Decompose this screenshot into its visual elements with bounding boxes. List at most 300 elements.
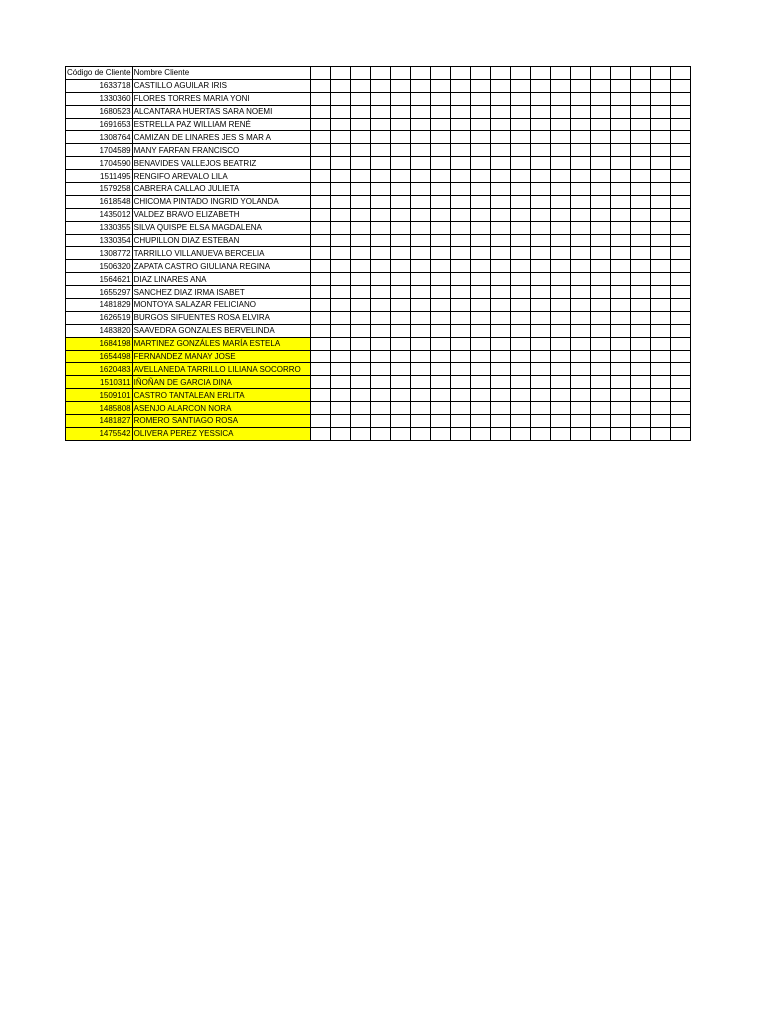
empty-cell[interactable]	[510, 247, 530, 260]
empty-cell[interactable]	[590, 170, 610, 183]
empty-cell[interactable]	[570, 131, 590, 144]
empty-cell[interactable]	[490, 131, 510, 144]
empty-cell[interactable]	[510, 118, 530, 131]
empty-cell[interactable]	[570, 415, 590, 428]
empty-cell[interactable]	[490, 286, 510, 299]
empty-cell[interactable]	[590, 157, 610, 170]
empty-cell[interactable]	[330, 157, 350, 170]
empty-cell[interactable]	[370, 67, 390, 80]
empty-cell[interactable]	[310, 402, 330, 415]
empty-cell[interactable]	[610, 157, 630, 170]
client-code-cell[interactable]: 1330354	[66, 234, 133, 247]
empty-cell[interactable]	[670, 376, 690, 389]
empty-cell[interactable]	[650, 427, 670, 440]
empty-cell[interactable]	[370, 183, 390, 196]
client-code-cell[interactable]: 1704590	[66, 157, 133, 170]
empty-cell[interactable]	[510, 389, 530, 402]
empty-cell[interactable]	[530, 324, 550, 337]
empty-cell[interactable]	[650, 131, 670, 144]
empty-cell[interactable]	[650, 183, 670, 196]
empty-cell[interactable]	[430, 286, 450, 299]
empty-cell[interactable]	[330, 234, 350, 247]
empty-cell[interactable]	[310, 363, 330, 376]
empty-cell[interactable]	[530, 157, 550, 170]
empty-cell[interactable]	[510, 157, 530, 170]
empty-cell[interactable]	[310, 67, 330, 80]
client-code-cell[interactable]: 1691653	[66, 118, 133, 131]
empty-cell[interactable]	[410, 311, 430, 324]
empty-cell[interactable]	[490, 105, 510, 118]
empty-cell[interactable]	[350, 260, 370, 273]
empty-cell[interactable]	[410, 260, 430, 273]
empty-cell[interactable]	[470, 144, 490, 157]
client-code-cell[interactable]: 1511495	[66, 170, 133, 183]
client-name-cell[interactable]: CAMIZAN DE LINARES JES S MAR A	[132, 131, 310, 144]
empty-cell[interactable]	[570, 427, 590, 440]
empty-cell[interactable]	[450, 311, 470, 324]
empty-cell[interactable]	[410, 273, 430, 286]
empty-cell[interactable]	[310, 376, 330, 389]
empty-cell[interactable]	[370, 260, 390, 273]
empty-cell[interactable]	[550, 389, 570, 402]
empty-cell[interactable]	[350, 273, 370, 286]
empty-cell[interactable]	[570, 337, 590, 350]
empty-cell[interactable]	[550, 427, 570, 440]
empty-cell[interactable]	[330, 67, 350, 80]
empty-cell[interactable]	[350, 208, 370, 221]
empty-cell[interactable]	[330, 286, 350, 299]
empty-cell[interactable]	[490, 350, 510, 363]
empty-cell[interactable]	[510, 273, 530, 286]
empty-cell[interactable]	[530, 376, 550, 389]
empty-cell[interactable]	[630, 118, 650, 131]
empty-cell[interactable]	[650, 105, 670, 118]
empty-cell[interactable]	[470, 208, 490, 221]
empty-cell[interactable]	[330, 376, 350, 389]
empty-cell[interactable]	[630, 273, 650, 286]
empty-cell[interactable]	[590, 195, 610, 208]
client-name-cell[interactable]: ROMERO SANTIAGO ROSA	[132, 415, 310, 428]
empty-cell[interactable]	[570, 389, 590, 402]
empty-cell[interactable]	[670, 170, 690, 183]
client-name-cell[interactable]: MONTOYA SALAZAR FELICIANO	[132, 299, 310, 312]
empty-cell[interactable]	[310, 195, 330, 208]
empty-cell[interactable]	[310, 234, 330, 247]
empty-cell[interactable]	[430, 389, 450, 402]
empty-cell[interactable]	[590, 92, 610, 105]
empty-cell[interactable]	[530, 415, 550, 428]
empty-cell[interactable]	[550, 144, 570, 157]
empty-cell[interactable]	[670, 389, 690, 402]
empty-cell[interactable]	[670, 234, 690, 247]
empty-cell[interactable]	[350, 286, 370, 299]
empty-cell[interactable]	[430, 79, 450, 92]
empty-cell[interactable]	[670, 67, 690, 80]
empty-cell[interactable]	[370, 337, 390, 350]
empty-cell[interactable]	[350, 363, 370, 376]
empty-cell[interactable]	[330, 79, 350, 92]
empty-cell[interactable]	[470, 311, 490, 324]
client-name-cell[interactable]: CABRERA CALLAO JULIETA	[132, 183, 310, 196]
empty-cell[interactable]	[570, 260, 590, 273]
empty-cell[interactable]	[650, 157, 670, 170]
empty-cell[interactable]	[390, 208, 410, 221]
empty-cell[interactable]	[450, 363, 470, 376]
empty-cell[interactable]	[570, 376, 590, 389]
empty-cell[interactable]	[650, 286, 670, 299]
empty-cell[interactable]	[390, 131, 410, 144]
empty-cell[interactable]	[530, 79, 550, 92]
empty-cell[interactable]	[630, 337, 650, 350]
empty-cell[interactable]	[410, 376, 430, 389]
empty-cell[interactable]	[490, 389, 510, 402]
empty-cell[interactable]	[430, 337, 450, 350]
client-code-cell[interactable]: 1506320	[66, 260, 133, 273]
empty-cell[interactable]	[530, 105, 550, 118]
empty-cell[interactable]	[630, 208, 650, 221]
client-code-cell[interactable]: 1330355	[66, 221, 133, 234]
empty-cell[interactable]	[310, 324, 330, 337]
empty-cell[interactable]	[390, 376, 410, 389]
empty-cell[interactable]	[310, 92, 330, 105]
empty-cell[interactable]	[370, 208, 390, 221]
empty-cell[interactable]	[610, 144, 630, 157]
empty-cell[interactable]	[630, 79, 650, 92]
empty-cell[interactable]	[350, 105, 370, 118]
empty-cell[interactable]	[650, 311, 670, 324]
empty-cell[interactable]	[630, 286, 650, 299]
empty-cell[interactable]	[330, 195, 350, 208]
empty-cell[interactable]	[450, 402, 470, 415]
empty-cell[interactable]	[470, 402, 490, 415]
empty-cell[interactable]	[410, 286, 430, 299]
empty-cell[interactable]	[490, 376, 510, 389]
client-name-cell[interactable]: ZAPATA CASTRO GIULIANA REGINA	[132, 260, 310, 273]
empty-cell[interactable]	[410, 144, 430, 157]
empty-cell[interactable]	[610, 118, 630, 131]
empty-cell[interactable]	[390, 273, 410, 286]
empty-cell[interactable]	[410, 363, 430, 376]
empty-cell[interactable]	[550, 67, 570, 80]
empty-cell[interactable]	[410, 350, 430, 363]
empty-cell[interactable]	[610, 79, 630, 92]
empty-cell[interactable]	[670, 247, 690, 260]
empty-cell[interactable]	[570, 273, 590, 286]
empty-cell[interactable]	[310, 157, 330, 170]
empty-cell[interactable]	[410, 427, 430, 440]
empty-cell[interactable]	[310, 415, 330, 428]
client-code-cell[interactable]: 1620483	[66, 363, 133, 376]
empty-cell[interactable]	[530, 260, 550, 273]
empty-cell[interactable]	[330, 363, 350, 376]
empty-cell[interactable]	[550, 415, 570, 428]
empty-cell[interactable]	[550, 299, 570, 312]
empty-cell[interactable]	[570, 311, 590, 324]
empty-cell[interactable]	[370, 376, 390, 389]
empty-cell[interactable]	[370, 415, 390, 428]
client-code-cell[interactable]: 1633718	[66, 79, 133, 92]
empty-cell[interactable]	[330, 260, 350, 273]
empty-cell[interactable]	[470, 299, 490, 312]
empty-cell[interactable]	[570, 195, 590, 208]
empty-cell[interactable]	[370, 131, 390, 144]
client-name-cell[interactable]: CASTRO TANTALEAN ERLITA	[132, 389, 310, 402]
empty-cell[interactable]	[590, 299, 610, 312]
empty-cell[interactable]	[510, 67, 530, 80]
empty-cell[interactable]	[330, 208, 350, 221]
client-code-cell[interactable]: 1485808	[66, 402, 133, 415]
empty-cell[interactable]	[350, 234, 370, 247]
empty-cell[interactable]	[570, 286, 590, 299]
empty-cell[interactable]	[330, 131, 350, 144]
empty-cell[interactable]	[370, 195, 390, 208]
empty-cell[interactable]	[430, 131, 450, 144]
empty-cell[interactable]	[350, 221, 370, 234]
empty-cell[interactable]	[610, 92, 630, 105]
client-name-cell[interactable]: CHICOMA PINTADO INGRID YOLANDA	[132, 195, 310, 208]
empty-cell[interactable]	[550, 92, 570, 105]
empty-cell[interactable]	[310, 286, 330, 299]
empty-cell[interactable]	[650, 415, 670, 428]
empty-cell[interactable]	[490, 157, 510, 170]
empty-cell[interactable]	[370, 118, 390, 131]
empty-cell[interactable]	[410, 337, 430, 350]
empty-cell[interactable]	[330, 299, 350, 312]
empty-cell[interactable]	[650, 247, 670, 260]
empty-cell[interactable]	[530, 363, 550, 376]
empty-cell[interactable]	[450, 208, 470, 221]
empty-cell[interactable]	[390, 299, 410, 312]
empty-cell[interactable]	[450, 389, 470, 402]
empty-cell[interactable]	[650, 389, 670, 402]
empty-cell[interactable]	[670, 402, 690, 415]
empty-cell[interactable]	[670, 183, 690, 196]
client-name-cell[interactable]: IÑOÑAN DE GARCIA DINA	[132, 376, 310, 389]
empty-cell[interactable]	[550, 311, 570, 324]
empty-cell[interactable]	[610, 67, 630, 80]
empty-cell[interactable]	[570, 363, 590, 376]
empty-cell[interactable]	[510, 324, 530, 337]
empty-cell[interactable]	[310, 118, 330, 131]
empty-cell[interactable]	[450, 195, 470, 208]
empty-cell[interactable]	[310, 299, 330, 312]
empty-cell[interactable]	[490, 118, 510, 131]
header-code-cell[interactable]: Código de Cliente	[67, 68, 131, 78]
empty-cell[interactable]	[530, 144, 550, 157]
empty-cell[interactable]	[310, 183, 330, 196]
empty-cell[interactable]	[330, 427, 350, 440]
empty-cell[interactable]	[610, 415, 630, 428]
empty-cell[interactable]	[490, 427, 510, 440]
empty-cell[interactable]	[610, 363, 630, 376]
client-code-cell[interactable]: 1510311	[66, 376, 133, 389]
client-name-cell[interactable]: DIAZ LINARES ANA	[132, 273, 310, 286]
empty-cell[interactable]	[470, 247, 490, 260]
empty-cell[interactable]	[550, 402, 570, 415]
empty-cell[interactable]	[510, 415, 530, 428]
empty-cell[interactable]	[390, 195, 410, 208]
empty-cell[interactable]	[570, 144, 590, 157]
empty-cell[interactable]	[390, 67, 410, 80]
empty-cell[interactable]	[530, 273, 550, 286]
empty-cell[interactable]	[350, 157, 370, 170]
empty-cell[interactable]	[550, 260, 570, 273]
empty-cell[interactable]	[530, 195, 550, 208]
empty-cell[interactable]	[670, 131, 690, 144]
empty-cell[interactable]	[370, 92, 390, 105]
empty-cell[interactable]	[310, 337, 330, 350]
empty-cell[interactable]	[410, 131, 430, 144]
client-code-cell[interactable]: 1481829	[66, 299, 133, 312]
empty-cell[interactable]	[390, 427, 410, 440]
empty-cell[interactable]	[390, 105, 410, 118]
empty-cell[interactable]	[410, 157, 430, 170]
empty-cell[interactable]	[630, 427, 650, 440]
empty-cell[interactable]	[490, 92, 510, 105]
empty-cell[interactable]	[550, 247, 570, 260]
header-name-cell[interactable]: Nombre Cliente	[132, 67, 310, 80]
empty-cell[interactable]	[430, 118, 450, 131]
empty-cell[interactable]	[510, 144, 530, 157]
empty-cell[interactable]	[450, 273, 470, 286]
empty-cell[interactable]	[390, 170, 410, 183]
empty-cell[interactable]	[510, 195, 530, 208]
empty-cell[interactable]	[470, 376, 490, 389]
empty-cell[interactable]	[450, 92, 470, 105]
empty-cell[interactable]	[550, 376, 570, 389]
empty-cell[interactable]	[350, 247, 370, 260]
empty-cell[interactable]	[530, 131, 550, 144]
empty-cell[interactable]	[590, 324, 610, 337]
empty-cell[interactable]	[650, 260, 670, 273]
empty-cell[interactable]	[530, 67, 550, 80]
empty-cell[interactable]	[330, 144, 350, 157]
empty-cell[interactable]	[450, 427, 470, 440]
empty-cell[interactable]	[610, 183, 630, 196]
empty-cell[interactable]	[410, 92, 430, 105]
client-name-cell[interactable]: BENAVIDES VALLEJOS BEATRIZ	[132, 157, 310, 170]
empty-cell[interactable]	[610, 273, 630, 286]
empty-cell[interactable]	[610, 131, 630, 144]
empty-cell[interactable]	[570, 350, 590, 363]
empty-cell[interactable]	[470, 234, 490, 247]
empty-cell[interactable]	[410, 402, 430, 415]
empty-cell[interactable]	[550, 105, 570, 118]
empty-cell[interactable]	[390, 157, 410, 170]
empty-cell[interactable]	[610, 350, 630, 363]
empty-cell[interactable]	[550, 131, 570, 144]
empty-cell[interactable]	[530, 170, 550, 183]
client-code-cell[interactable]: 1308772	[66, 247, 133, 260]
empty-cell[interactable]	[530, 337, 550, 350]
empty-cell[interactable]	[350, 67, 370, 80]
empty-cell[interactable]	[550, 350, 570, 363]
empty-cell[interactable]	[430, 427, 450, 440]
empty-cell[interactable]	[390, 92, 410, 105]
empty-cell[interactable]	[550, 324, 570, 337]
empty-cell[interactable]	[390, 79, 410, 92]
empty-cell[interactable]	[550, 363, 570, 376]
empty-cell[interactable]	[430, 195, 450, 208]
empty-cell[interactable]	[530, 208, 550, 221]
client-name-cell[interactable]: TARRILLO VILLANUEVA BERCELIA	[132, 247, 310, 260]
empty-cell[interactable]	[670, 350, 690, 363]
empty-cell[interactable]	[510, 311, 530, 324]
empty-cell[interactable]	[550, 79, 570, 92]
empty-cell[interactable]	[370, 247, 390, 260]
empty-cell[interactable]	[510, 131, 530, 144]
empty-cell[interactable]	[610, 170, 630, 183]
empty-cell[interactable]	[390, 363, 410, 376]
empty-cell[interactable]	[330, 118, 350, 131]
empty-cell[interactable]	[510, 183, 530, 196]
empty-cell[interactable]	[530, 299, 550, 312]
empty-cell[interactable]	[510, 208, 530, 221]
empty-cell[interactable]	[470, 260, 490, 273]
empty-cell[interactable]	[350, 427, 370, 440]
empty-cell[interactable]	[670, 105, 690, 118]
empty-cell[interactable]	[430, 170, 450, 183]
empty-cell[interactable]	[630, 402, 650, 415]
empty-cell[interactable]	[550, 118, 570, 131]
empty-cell[interactable]	[650, 79, 670, 92]
empty-cell[interactable]	[510, 79, 530, 92]
empty-cell[interactable]	[590, 363, 610, 376]
empty-cell[interactable]	[490, 324, 510, 337]
empty-cell[interactable]	[570, 299, 590, 312]
empty-cell[interactable]	[530, 402, 550, 415]
empty-cell[interactable]	[410, 247, 430, 260]
empty-cell[interactable]	[370, 311, 390, 324]
empty-cell[interactable]	[510, 337, 530, 350]
empty-cell[interactable]	[490, 299, 510, 312]
empty-cell[interactable]	[430, 234, 450, 247]
empty-cell[interactable]	[510, 170, 530, 183]
empty-cell[interactable]	[490, 67, 510, 80]
empty-cell[interactable]	[450, 144, 470, 157]
empty-cell[interactable]	[530, 350, 550, 363]
empty-cell[interactable]	[470, 195, 490, 208]
empty-cell[interactable]	[670, 299, 690, 312]
empty-cell[interactable]	[510, 402, 530, 415]
empty-cell[interactable]	[510, 376, 530, 389]
empty-cell[interactable]	[370, 105, 390, 118]
empty-cell[interactable]	[350, 311, 370, 324]
empty-cell[interactable]	[610, 427, 630, 440]
client-name-cell[interactable]: AVELLANEDA TARRILLO LILIANA SOCORRO	[132, 363, 310, 376]
empty-cell[interactable]	[510, 299, 530, 312]
empty-cell[interactable]	[410, 208, 430, 221]
empty-cell[interactable]	[370, 170, 390, 183]
empty-cell[interactable]	[490, 260, 510, 273]
empty-cell[interactable]	[330, 324, 350, 337]
client-name-cell[interactable]: SILVA QUISPE ELSA MAGDALENA	[132, 221, 310, 234]
empty-cell[interactable]	[630, 170, 650, 183]
empty-cell[interactable]	[590, 415, 610, 428]
empty-cell[interactable]	[530, 92, 550, 105]
empty-cell[interactable]	[330, 389, 350, 402]
empty-cell[interactable]	[510, 427, 530, 440]
empty-cell[interactable]	[430, 311, 450, 324]
empty-cell[interactable]	[470, 324, 490, 337]
empty-cell[interactable]	[450, 118, 470, 131]
empty-cell[interactable]	[390, 286, 410, 299]
empty-cell[interactable]	[430, 183, 450, 196]
empty-cell[interactable]	[310, 170, 330, 183]
empty-cell[interactable]	[590, 427, 610, 440]
empty-cell[interactable]	[610, 337, 630, 350]
empty-cell[interactable]	[670, 273, 690, 286]
